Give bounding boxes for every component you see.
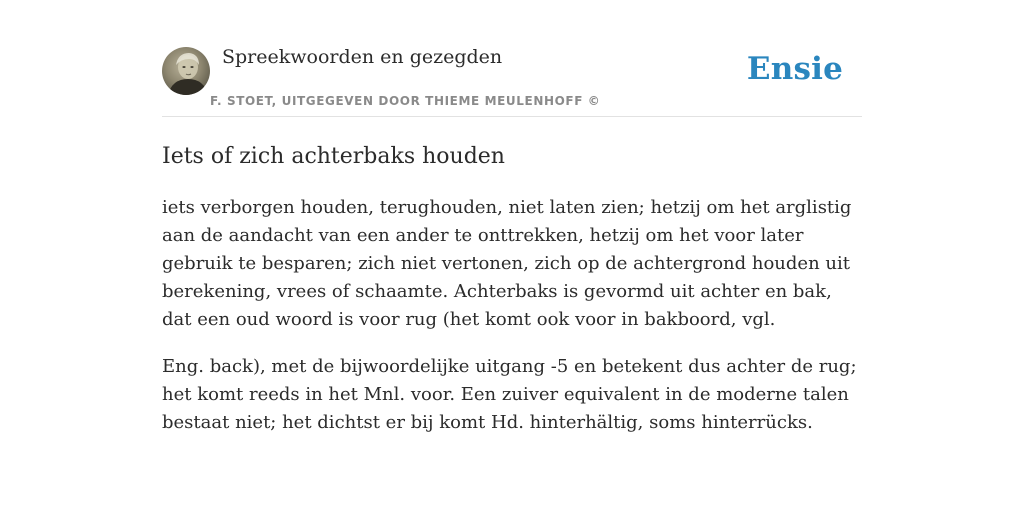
book-author-credit: F. STOET, UITGEGEVEN DOOR THIEME MEULENHOFF © <box>210 94 601 108</box>
entry-header <box>162 0 862 117</box>
entry-paragraph: Eng. back), met de bijwoordelijke uitgang -5 en betekent dus achter de rug; het komt reeds in het Mnl. voor. Een zuiver equivalent in de moderne talen bestaat niet; het dichtst er bij komt Hd. hinterhältig, soms hinterrücks. <box>162 356 857 433</box>
entry-card <box>162 0 862 456</box>
ensie-logo-link[interactable]: Ensie <box>746 51 843 87</box>
book-title-link[interactable]: Spreekwoorden en gezegden <box>222 46 503 68</box>
author-avatar[interactable] <box>162 47 210 95</box>
entry-title: Iets of zich achterbaks houden <box>162 144 505 169</box>
author-portrait-icon <box>162 47 210 95</box>
entry-paragraph: iets verborgen houden, terughouden, niet laten zien; hetzij om het arglistig aan de aandacht van een ander te onttrekken, hetzij om het voor later gebruik te besparen; zich niet vertonen, zich op de achtergrond houden uit berekening, vrees of schaamte. Achterbaks is gevormd uit achter en bak, dat een oud woord is voor rug (het komt ook voor in bakboord, vgl. <box>162 197 852 330</box>
entry-body <box>162 194 862 437</box>
